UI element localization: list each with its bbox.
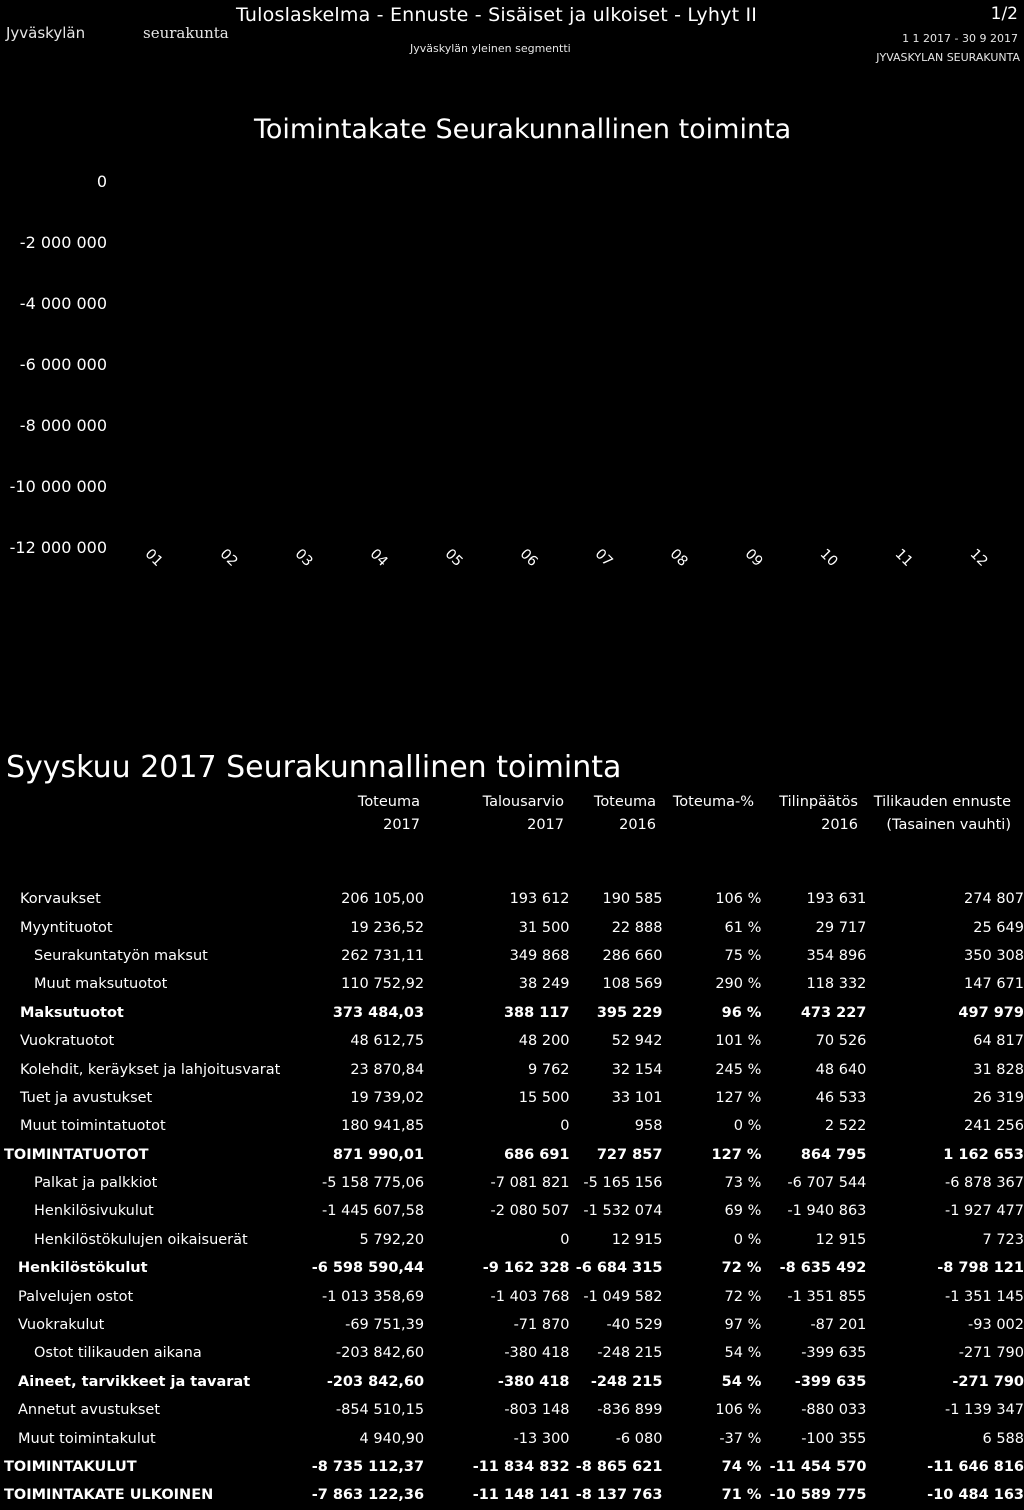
table-cell: -2 080 507 (490, 1203, 570, 1220)
table-cell: -40 529 (606, 1317, 663, 1334)
table-row (0, 1197, 1024, 1225)
row-label: TOIMINTAKATE ULKOINEN (4, 1487, 214, 1504)
table-cell: -7 863 122,36 (311, 1487, 425, 1504)
table-cell: -6 707 544 (787, 1175, 867, 1192)
column-header (673, 791, 754, 814)
table-cell: 373 484,03 (332, 1004, 425, 1021)
table-row (0, 1481, 1024, 1509)
column-header-line1: Tilikauden ennuste (873, 794, 1011, 810)
table-cell: 274 807 (964, 891, 1024, 908)
table-cell: -399 635 (801, 1345, 867, 1362)
income-statement-table (0, 885, 1024, 1510)
row-label: Korvaukset (20, 891, 101, 908)
row-label: Seurakuntatyön maksut (34, 947, 208, 964)
table-cell: 473 227 (800, 1004, 867, 1021)
x-tick-label: 02 (216, 546, 241, 570)
table-cell: -1 940 863 (787, 1203, 867, 1220)
table-cell: 64 817 (973, 1033, 1024, 1050)
table-cell: 180 941,85 (341, 1118, 425, 1135)
x-tick-label: 04 (366, 546, 391, 570)
table-cell: 127 % (715, 1089, 762, 1106)
table-cell: 52 942 (611, 1033, 663, 1050)
table-cell: -8 735 112,37 (311, 1459, 425, 1475)
table-cell: -5 165 156 (583, 1175, 663, 1192)
table-row (0, 942, 1024, 970)
table-cell: -203 842,60 (335, 1345, 425, 1362)
table-cell: 2 522 (824, 1118, 867, 1135)
column-header (874, 791, 1011, 837)
table-cell: 69 % (724, 1203, 762, 1220)
y-tick-label: -10 000 000 (9, 477, 107, 496)
table-cell: -8 798 121 (937, 1260, 1024, 1277)
table-cell: -69 751,39 (345, 1317, 425, 1334)
table-cell: 48 612,75 (350, 1033, 425, 1050)
table-cell: 147 671 (964, 976, 1024, 993)
y-tick-label: -4 000 000 (19, 294, 107, 313)
row-label: Myyntituotot (20, 919, 113, 936)
table-cell: -1 445 607,58 (322, 1203, 425, 1220)
table-row (0, 1226, 1024, 1254)
table-cell: 19 739,02 (350, 1089, 425, 1106)
column-header-line2: 2016 (821, 817, 858, 833)
table-row (0, 1055, 1024, 1083)
table-cell: 286 660 (602, 947, 663, 964)
table-cell: 193 631 (806, 891, 867, 908)
table-cell: -13 300 (513, 1430, 570, 1447)
table-cell: 241 256 (964, 1118, 1024, 1135)
table-cell: 110 752,92 (341, 976, 425, 993)
table-cell: 31 828 (973, 1061, 1024, 1078)
table-cell: -836 899 (597, 1402, 663, 1419)
table-row (0, 913, 1024, 941)
report-title: Tuloslaskelma - Ennuste - Sisäiset ja ulkoiset - Lyhyt II (236, 4, 758, 26)
table-cell: 75 % (724, 947, 762, 964)
table-cell: 38 249 (518, 976, 570, 993)
table-cell: 6 588 (982, 1430, 1024, 1447)
table-cell: -1 351 145 (944, 1288, 1024, 1305)
table-cell: 349 868 (509, 947, 570, 964)
page-number: 1/2 (990, 4, 1018, 24)
row-label: Tuet ja avustukset (20, 1089, 153, 1106)
table-cell: -9 162 328 (482, 1260, 570, 1277)
row-label: Aineet, tarvikkeet ja tavarat (18, 1373, 251, 1390)
table-row (0, 1339, 1024, 1367)
table-cell: 106 % (715, 1402, 762, 1419)
table-cell: -8 137 763 (575, 1487, 663, 1504)
table-row (0, 885, 1024, 913)
report-subtitle: Jyväskylän yleinen segmentti (410, 42, 571, 55)
table-cell: -380 418 (497, 1373, 570, 1390)
table-cell: -87 201 (810, 1317, 867, 1334)
table-cell: -803 148 (504, 1402, 570, 1419)
table-cell: -6 684 315 (575, 1260, 663, 1277)
column-header-line2: 2017 (527, 817, 564, 833)
table-cell: 101 % (715, 1033, 762, 1050)
table-cell: -248 215 (597, 1345, 663, 1362)
table-cell: 46 533 (815, 1089, 867, 1106)
row-label: Muut toimintatuotot (20, 1118, 166, 1135)
table-row (0, 1396, 1024, 1424)
table-cell: 19 236,52 (350, 919, 425, 936)
table-cell: -7 081 821 (490, 1175, 570, 1192)
table-cell: 354 896 (806, 947, 867, 964)
row-label: Henkilöstökulut (18, 1260, 148, 1277)
column-header-line2: 2016 (619, 817, 656, 833)
table-cell: -11 834 832 (472, 1459, 570, 1475)
table-cell: 72 % (724, 1288, 762, 1305)
table-cell: 54 % (721, 1373, 762, 1390)
table-cell: -11 148 141 (472, 1487, 570, 1504)
table-cell: -8 635 492 (779, 1260, 867, 1277)
column-header (483, 791, 564, 837)
y-tick-label: -2 000 000 (19, 233, 107, 252)
y-tick-label: -12 000 000 (9, 538, 107, 557)
table-cell: 29 717 (815, 919, 867, 936)
x-tick-label: 01 (141, 546, 166, 570)
table-row (0, 999, 1024, 1027)
row-label: Henkilöstökulujen oikaisuerät (34, 1231, 248, 1248)
y-tick-label: -8 000 000 (19, 416, 107, 435)
table-cell: 106 % (715, 891, 762, 908)
x-tick-label: 12 (966, 546, 991, 570)
table-row (0, 1141, 1024, 1169)
table-cell: -1 532 074 (583, 1203, 663, 1220)
table-row (0, 1453, 1024, 1481)
table-cell: 0 (560, 1231, 570, 1248)
row-label: Palkat ja palkkiot (34, 1175, 158, 1192)
table-cell: 1 162 653 (943, 1146, 1024, 1163)
table-cell: 727 857 (596, 1146, 663, 1163)
table-cell: 290 % (715, 976, 762, 993)
column-header-line1: Toteuma (357, 794, 420, 810)
row-label: Kolehdit, keräykset ja lahjoitusvarat (20, 1061, 281, 1078)
table-cell: 61 % (724, 919, 762, 936)
table-cell: 127 % (711, 1146, 762, 1163)
y-tick-label: 0 (96, 172, 107, 191)
table-row (0, 970, 1024, 998)
table-cell: 25 649 (973, 919, 1024, 936)
row-label: Vuokrakulut (18, 1317, 105, 1334)
table-row (0, 1368, 1024, 1396)
table-row (0, 1311, 1024, 1339)
table-cell: 71 % (721, 1487, 762, 1504)
table-cell: 5 792,20 (359, 1231, 425, 1248)
table-cell: 686 691 (503, 1146, 570, 1163)
column-header-line1: Talousarvio (482, 794, 564, 810)
table-cell: 12 915 (611, 1231, 663, 1248)
table-cell: 7 723 (982, 1231, 1024, 1248)
column-header-line1: Toteuma (593, 794, 656, 810)
table-cell: 74 % (721, 1459, 762, 1475)
table-row (0, 1027, 1024, 1055)
row-label: Muut maksutuotot (34, 976, 168, 993)
table-cell: 31 500 (518, 919, 570, 936)
x-tick-label: 08 (666, 546, 691, 570)
column-header-line2: (Tasainen vauhti) (886, 817, 1011, 833)
row-label: Henkilösivukulut (34, 1203, 154, 1220)
table-cell: -11 646 816 (927, 1459, 1024, 1475)
report-org: JYVASKYLAN SEURAKUNTA (876, 51, 1020, 64)
table-cell: 108 569 (602, 976, 663, 993)
row-label: Vuokratuotot (20, 1033, 115, 1050)
table-cell: 70 526 (815, 1033, 867, 1050)
table-cell: 206 105,00 (341, 891, 425, 908)
table-cell: 388 117 (503, 1004, 570, 1021)
x-tick-label: 03 (291, 546, 316, 570)
table-cell: 0 % (733, 1118, 762, 1135)
row-label: Ostot tilikauden aikana (34, 1345, 202, 1362)
table-cell: -1 049 582 (583, 1288, 663, 1305)
chart-title: Toimintakate Seurakunnallinen toiminta (254, 114, 792, 145)
table-cell: 32 154 (611, 1061, 663, 1078)
y-tick-label: -6 000 000 (19, 355, 107, 374)
row-label: Muut toimintakulut (18, 1430, 156, 1447)
table-cell: -1 351 855 (787, 1288, 867, 1305)
table-cell: -1 927 477 (944, 1203, 1024, 1220)
table-cell: 12 915 (815, 1231, 867, 1248)
table-cell: 15 500 (518, 1089, 570, 1106)
table-cell: 9 762 (528, 1061, 570, 1078)
table-cell: -271 790 (958, 1345, 1024, 1362)
table-cell: -1 139 347 (944, 1402, 1024, 1419)
table-cell: 33 101 (611, 1089, 663, 1106)
report-period: 1 1 2017 - 30 9 2017 (902, 32, 1018, 45)
table-cell: 96 % (721, 1004, 762, 1021)
table-cell: 193 612 (509, 891, 570, 908)
x-tick-label: 11 (891, 546, 916, 570)
table-cell: 4 940,90 (359, 1430, 425, 1447)
table-row (0, 1084, 1024, 1112)
table-cell: 0 (560, 1118, 570, 1135)
table-cell: -10 484 163 (927, 1487, 1024, 1504)
table-cell: -380 418 (504, 1345, 570, 1362)
table-cell: 0 % (733, 1231, 762, 1248)
table-cell: 497 979 (958, 1004, 1024, 1021)
table-cell: -5 158 775,06 (322, 1175, 425, 1192)
table-cell: -203 842,60 (326, 1373, 425, 1390)
row-label: Annetut avustukset (18, 1402, 161, 1419)
table-cell: -11 454 570 (769, 1459, 867, 1475)
table-cell: 262 731,11 (341, 947, 425, 964)
table-cell: -6 080 (615, 1430, 663, 1447)
table-cell: -271 790 (952, 1373, 1024, 1390)
table-cell: -880 033 (801, 1402, 867, 1419)
table-cell: -248 215 (590, 1373, 663, 1390)
x-tick-label: 09 (741, 546, 766, 570)
table-cell: 245 % (715, 1061, 762, 1078)
table-cell: -10 589 775 (769, 1487, 867, 1504)
table-cell: 118 332 (806, 976, 867, 993)
table-cell: 395 229 (596, 1004, 663, 1021)
table-cell: -100 355 (801, 1430, 867, 1447)
table-row (0, 1282, 1024, 1310)
table-cell: -1 013 358,69 (322, 1288, 425, 1305)
table-cell: 48 640 (815, 1061, 867, 1078)
table-cell: -1 403 768 (490, 1288, 570, 1305)
column-header (779, 791, 858, 837)
table-row (0, 1112, 1024, 1140)
table-cell: -71 870 (513, 1317, 570, 1334)
table-cell: -6 598 590,44 (311, 1260, 425, 1277)
x-tick-label: 05 (441, 546, 466, 570)
table-row (0, 1424, 1024, 1452)
table-cell: 97 % (724, 1317, 762, 1334)
row-label: Maksutuotot (20, 1004, 124, 1021)
table-cell: -8 865 621 (575, 1459, 663, 1475)
table-cell: -93 002 (968, 1317, 1024, 1334)
x-tick-label: 06 (516, 546, 541, 570)
row-label: TOIMINTATUOTOT (4, 1146, 149, 1163)
table-cell: 26 319 (973, 1089, 1024, 1106)
table-cell: 350 308 (964, 947, 1024, 964)
table-cell: -6 878 367 (944, 1175, 1024, 1192)
x-tick-label: 07 (591, 546, 616, 570)
table-cell: 22 888 (611, 919, 663, 936)
column-header (594, 791, 656, 837)
table-cell: 54 % (724, 1345, 762, 1362)
table-cell: -854 510,15 (335, 1402, 425, 1419)
column-header-line2: 2017 (383, 817, 420, 833)
table-cell: 48 200 (518, 1033, 570, 1050)
table-cell: 72 % (721, 1260, 762, 1277)
table-cell: -37 % (719, 1430, 762, 1447)
table-row (0, 1254, 1024, 1282)
table-cell: -399 635 (794, 1373, 867, 1390)
table-cell: 958 (634, 1118, 663, 1135)
x-tick-label: 10 (816, 546, 841, 570)
row-label: Palvelujen ostot (18, 1288, 134, 1305)
org-name-right: seurakunta (143, 24, 229, 42)
column-header (358, 791, 420, 837)
table-row (0, 1169, 1024, 1197)
org-name-left: Jyväskylän (6, 24, 86, 42)
table-cell: 73 % (724, 1175, 762, 1192)
table-cell: 23 870,84 (350, 1061, 425, 1078)
table-cell: 871 990,01 (332, 1146, 425, 1163)
table-cell: 864 795 (800, 1146, 867, 1163)
section-title: Syyskuu 2017 Seurakunnallinen toiminta (6, 750, 622, 785)
column-header-line1: Tilinpäätös (779, 794, 858, 810)
row-label: TOIMINTAKULUT (4, 1459, 137, 1475)
column-header-line1: Toteuma-% (672, 794, 754, 810)
table-cell: 190 585 (602, 891, 663, 908)
